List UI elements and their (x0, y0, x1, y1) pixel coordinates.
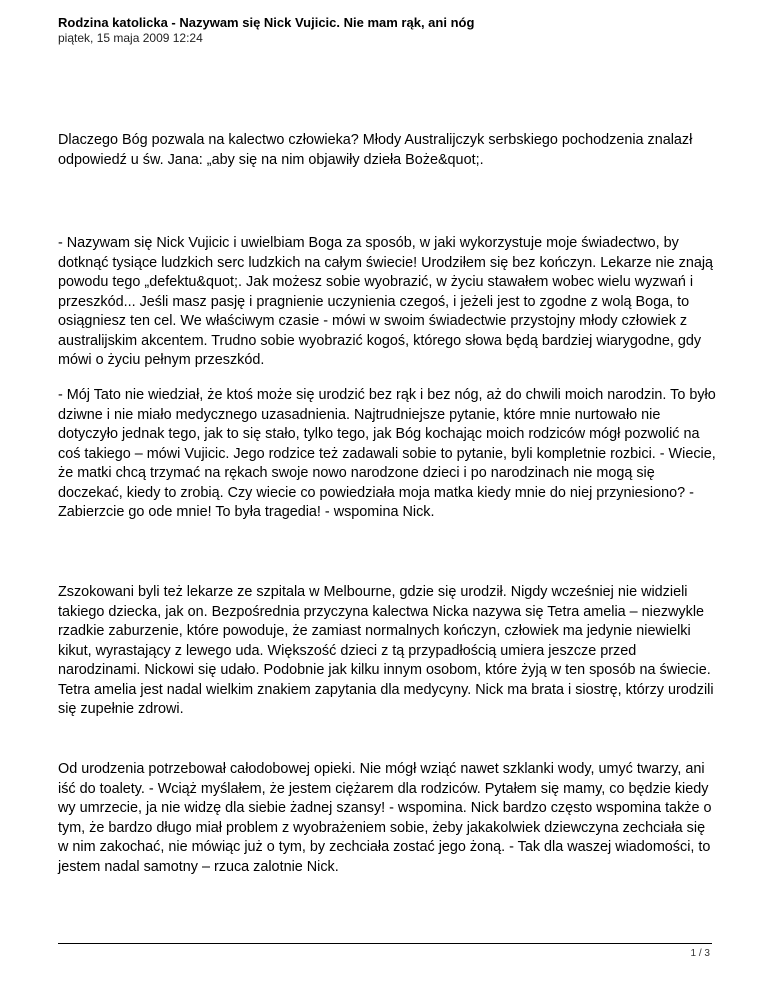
page-number: 1 / 3 (690, 948, 710, 959)
footer-divider (58, 943, 712, 944)
page-title: Rodzina katolicka - Nazywam się Nick Vujicic. Nie mam rąk, ani nóg (58, 15, 475, 30)
article-paragraph: Od urodzenia potrzebował całodobowej opieki. Nie mógł wziąć nawet szklanki wody, umyć twarzy, ani iść do toalety. - Wciąż myślałem, że jestem ciężarem dla rodziców. Pytałem się mamy, co będzie kiedy wy umrzecie, ja nie widzę dla siebie żadnej szansy! - wspomina. Nick bardzo często wspomina także o tym, że bardzo długo miał problem z wyobrażeniem sobie, żeby jakakolwiek dziewczyna zechciała się w nim zakochać, nie mówiąc już o tym, by zechciała zostać jego żoną. - Tak dla waszej wiadomości, to jestem nadal samotny – rzuca zalotnie Nick. (58, 761, 712, 875)
article-paragraph: - Mój Tato nie wiedział, że ktoś może się urodzić bez rąk i bez nóg, aż do chwili moich narodzin. To było dziwne i nie miało medycznego uzasadnienia. Najtrudniejsze pytanie, które mnie nurtowało nie dotyczyło jednak tego, jak to się stało, tylko tego, jak Bóg kochając moich rodziców mógł pozwolić na coś takiego – mówi Vujicic. Jego rodzice też zadawali sobie to pytanie, byli kompletnie rozbici. - Wiecie, że matki chcą trzymać na rękach swoje nowo narodzone dzieci i po narodzinach nie mogą się doczekać, kiedy to zrobią. Czy wiecie co powiedziała moja matka kiedy mnie do niej przyniesiono? - Zabierzcie go ode mnie! To była tragedia! - wspomina Nick. (58, 387, 716, 520)
publish-date: piątek, 15 maja 2009 12:24 (58, 31, 203, 45)
article-paragraph: - Nazywam się Nick Vujicic i uwielbiam Boga za sposób, w jaki wykorzystuje moje świadectwo, by dotknąć tysiące ludzkich serc ludzkich na całym świecie! Urodziłem się bez kończyn. Lekarze nie znają powodu tego „defektu&quot;. Jak możesz sobie wyobrazić, w życiu stawałem wobec wielu wyzwań i przeszkód... Jeśli masz pasję i pragnienie uczynienia czegoś, i jeżeli jest to zgodne z wolą Boga, to osiągniesz ten cel. We właściwym czasie - mówi w swoim świadectwie przystojny młody człowiek z australijskim akcentem. Trudno sobie wyobrazić kogoś, którego słowa będą bardziej wiarygodne, gdy mówi o życiu pełnym przeszkód. (58, 235, 714, 368)
article-paragraph: Dlaczego Bóg pozwala na kalectwo człowieka? Młody Australijczyk serbskiego pochodzenia znalazł odpowiedź u św. Jana: „aby się na nim objawiły dzieła Boże&quot;. (58, 132, 693, 168)
article-paragraph: Zszokowani byli też lekarze ze szpitala w Melbourne, gdzie się urodził. Nigdy wcześniej nie widzieli takiego dziecka, jak on. Bezpośrednia przyczyna kalectwa Nicka nazywa się Tetra amelia – niezwykle rzadkie zaburzenie, które powoduje, że zamiast normalnych kończyn, człowiek ma jedynie niewielki kikut, wyrastający z lewego uda. Większość dzieci z tą przypadłością umiera jeszcze przed narodzinami. Nickowi się udało. Podobnie jak kilku innym osobom, które żyją w ten sposób na świecie. Tetra amelia jest nadal wielkim znakiem zapytania dla medycyny. Nick ma brata i siostrę, którzy urodzili się zupełnie zdrowi. (58, 584, 714, 717)
